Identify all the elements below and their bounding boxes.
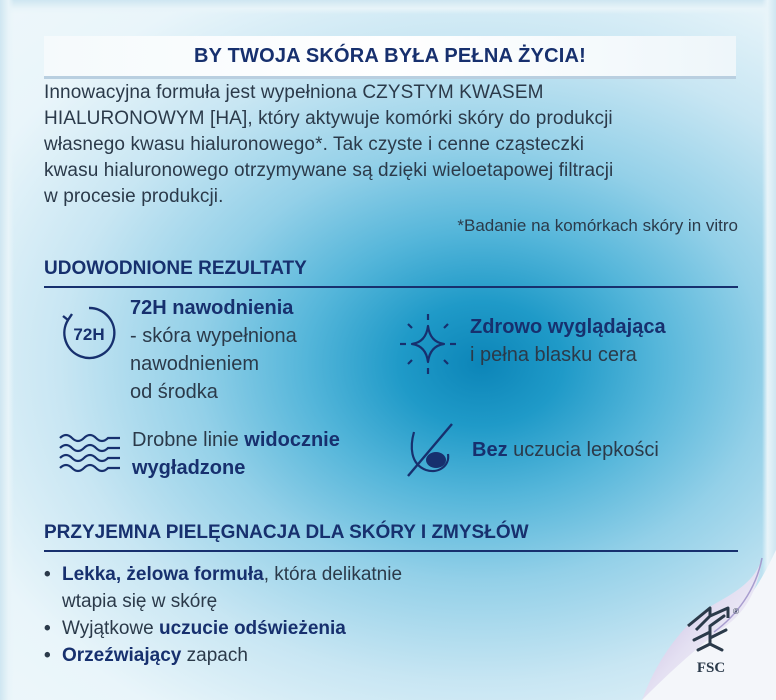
footnote: *Badanie na komórkach skóry in vitro [457, 216, 738, 235]
panel-edge-top [0, 0, 776, 14]
feature-line: nawodnieniem [130, 353, 259, 375]
list-item-text: wtapia się w skórę [62, 591, 218, 612]
list-item-bold: uczucie odświeżenia [158, 618, 346, 639]
feature-hydration [58, 294, 297, 406]
list-item-bold: Orzeźwiający [62, 645, 182, 666]
intro-line: HIALURONOWYM [HA], który aktywuje komórki skóry do produkcji [44, 108, 613, 129]
feature-smoothing [58, 426, 340, 482]
list-item: • Lekka, żelowa formuła, która delikatnie wtapia się w skórę [44, 564, 403, 612]
intro-paragraph [44, 80, 744, 210]
fsc-tree-icon [680, 604, 742, 678]
sparkle-icon [396, 312, 460, 376]
wavy-lines-icon [58, 430, 122, 476]
fsc-logo [680, 604, 742, 678]
headline-text: BY TWOJA SKÓRA BYŁA PEŁNA ŻYCIA! [194, 44, 586, 67]
feature-line: - skóra wypełniona [130, 325, 297, 347]
feature-line: i pełna blasku cera [470, 344, 637, 366]
section-heading-results: UDOWODNIONE REZULTATY [44, 258, 307, 279]
feature-line: od środka [130, 381, 218, 403]
list-item: • Wyjątkowe uczucie odświeżenia [44, 618, 346, 639]
feature-bold: Bez [472, 439, 508, 461]
list-item-text: zapach [181, 645, 248, 666]
feature-bold: widocznie [244, 429, 340, 451]
feature-bold: wygładzone [132, 457, 246, 479]
list-item: • Orzeźwiający zapach [44, 645, 248, 666]
feature-title: Zdrowo wyglądająca [470, 316, 666, 338]
section-divider [44, 286, 738, 288]
feature-text: Drobne linie [132, 429, 245, 451]
intro-line: własnego kwasu hialuronowego*. Tak czyste i cenne cząsteczki [44, 134, 585, 155]
no-stickiness-icon [400, 420, 462, 482]
svg-text:®: ® [733, 607, 739, 616]
list-item-bold: Lekka, żelowa formuła [62, 564, 264, 585]
section-heading-care: PRZYJEMNA PIELĘGNACJA DLA SKÓRY I ZMYSŁÓW [44, 522, 529, 543]
svg-text:FSC: FSC [696, 660, 726, 676]
intro-line: Innowacyjna formuła jest wypełniona CZYSTYM KWASEM [44, 82, 544, 103]
72h-clock-icon [58, 302, 120, 364]
feature-radiance [396, 312, 666, 376]
benefit-list [44, 561, 564, 669]
panel-edge-left [0, 0, 14, 700]
feature-text: uczucia lepkości [507, 439, 659, 461]
feature-non-sticky [400, 420, 659, 482]
list-item-text: , która delikatnie [263, 564, 403, 585]
intro-line: w procesie produkcji. [44, 186, 224, 207]
headline-banner [44, 36, 736, 79]
feature-title: 72H nawodnienia [130, 297, 294, 319]
list-item-text: Wyjątkowe [62, 618, 159, 639]
72h-badge: 72H [73, 325, 105, 344]
intro-line: kwasu hialuronowego otrzymywane są dzięki wieloetapowej filtracji [44, 160, 614, 181]
